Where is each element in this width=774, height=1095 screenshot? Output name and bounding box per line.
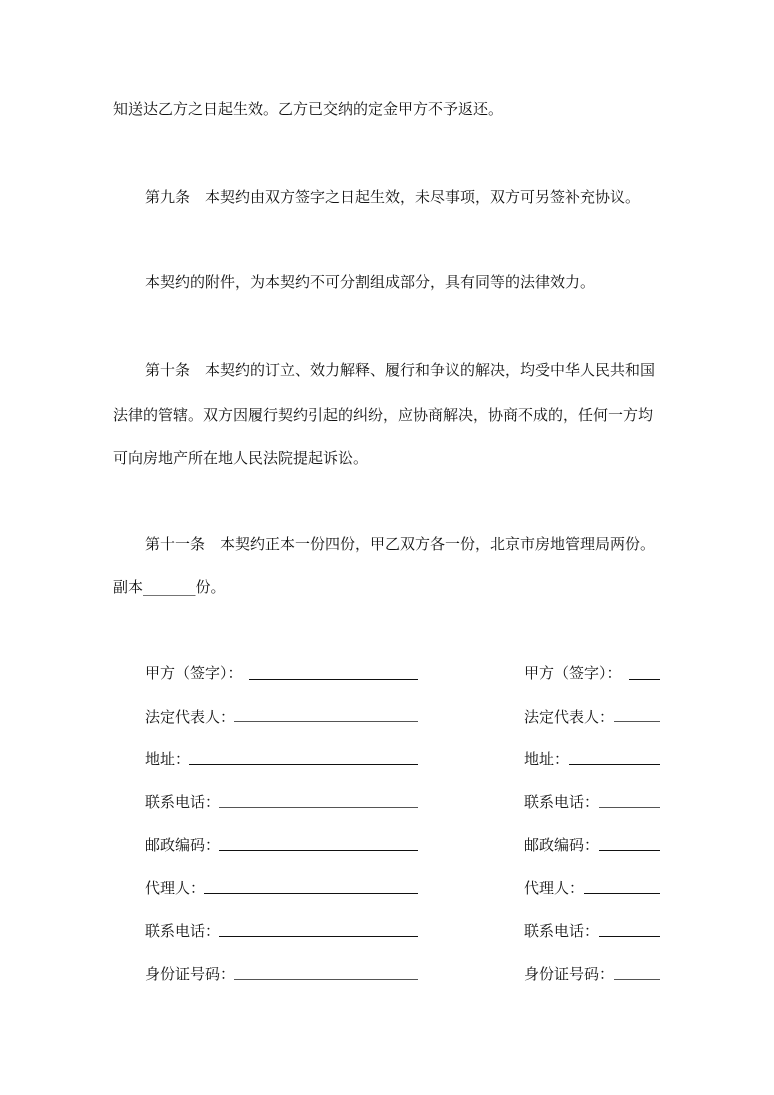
postcode-line[interactable] bbox=[599, 850, 660, 851]
agent-phone-line[interactable] bbox=[219, 936, 418, 937]
article-10-line-3: 可向房地产所在地人民法院提起诉讼。 bbox=[113, 449, 369, 467]
agent-label: 代理人： bbox=[145, 879, 206, 897]
party-a-signature-label: 甲方（签字）： bbox=[145, 664, 243, 682]
phone-label: 联系电话： bbox=[524, 793, 600, 811]
legal-rep-line[interactable] bbox=[234, 721, 418, 722]
agent-phone-label: 联系电话： bbox=[145, 922, 221, 940]
postcode-label: 邮政编码： bbox=[145, 836, 221, 854]
phone-line[interactable] bbox=[219, 807, 418, 808]
phone-line[interactable] bbox=[599, 807, 660, 808]
agent-line[interactable] bbox=[584, 893, 660, 894]
agent-phone-line[interactable] bbox=[599, 936, 660, 937]
address-line[interactable] bbox=[569, 764, 660, 765]
address-label: 地址： bbox=[145, 750, 191, 768]
id-number-label: 身份证号码： bbox=[145, 965, 236, 983]
attachment-clause: 本契约的附件，为本契约不可分割组成部分，具有同等的法律效力。 bbox=[145, 273, 596, 291]
article-9: 第九条 本契约由双方签字之日起生效，未尽事项，双方可另签补充协议。 bbox=[145, 188, 641, 206]
article-11-line-1: 第十一条 本契约正本一份四份，甲乙双方各一份，北京市房地管理局两份。 bbox=[145, 535, 656, 553]
legal-rep-label: 法定代表人： bbox=[524, 708, 615, 726]
agent-line[interactable] bbox=[204, 893, 418, 894]
copies-suffix: 份。 bbox=[195, 578, 226, 596]
id-number-label: 身份证号码： bbox=[524, 965, 615, 983]
agent-label: 代理人： bbox=[524, 879, 585, 897]
postcode-line[interactable] bbox=[219, 850, 418, 851]
legal-rep-line[interactable] bbox=[614, 721, 660, 722]
party-b-signature-line[interactable] bbox=[629, 679, 660, 680]
article-10-line-1: 第十条 本契约的订立、效力解释、履行和争议的解决，均受中华人民共和国 bbox=[145, 361, 656, 379]
address-label: 地址： bbox=[524, 750, 570, 768]
agent-phone-label: 联系电话： bbox=[524, 922, 600, 940]
party-a-signature-line[interactable] bbox=[249, 679, 418, 680]
copies-prefix: 副本 bbox=[113, 578, 144, 596]
id-number-line[interactable] bbox=[614, 979, 660, 980]
id-number-line[interactable] bbox=[234, 979, 418, 980]
copies-blank: _______ bbox=[143, 578, 196, 596]
address-line[interactable] bbox=[189, 764, 418, 765]
legal-rep-label: 法定代表人： bbox=[145, 708, 236, 726]
postcode-label: 邮政编码： bbox=[524, 836, 600, 854]
party-b-signature-label: 甲方（签字）： bbox=[524, 664, 622, 682]
paragraph-line: 知送达乙方之日起生效。乙方已交纳的定金甲方不予返还。 bbox=[113, 100, 504, 118]
article-11-line-2 bbox=[113, 576, 226, 598]
phone-label: 联系电话： bbox=[145, 793, 221, 811]
article-10-line-2: 法律的管辖。双方因履行契约引起的纠纷，应协商解决，协商不成的，任何一方均 bbox=[113, 406, 654, 424]
